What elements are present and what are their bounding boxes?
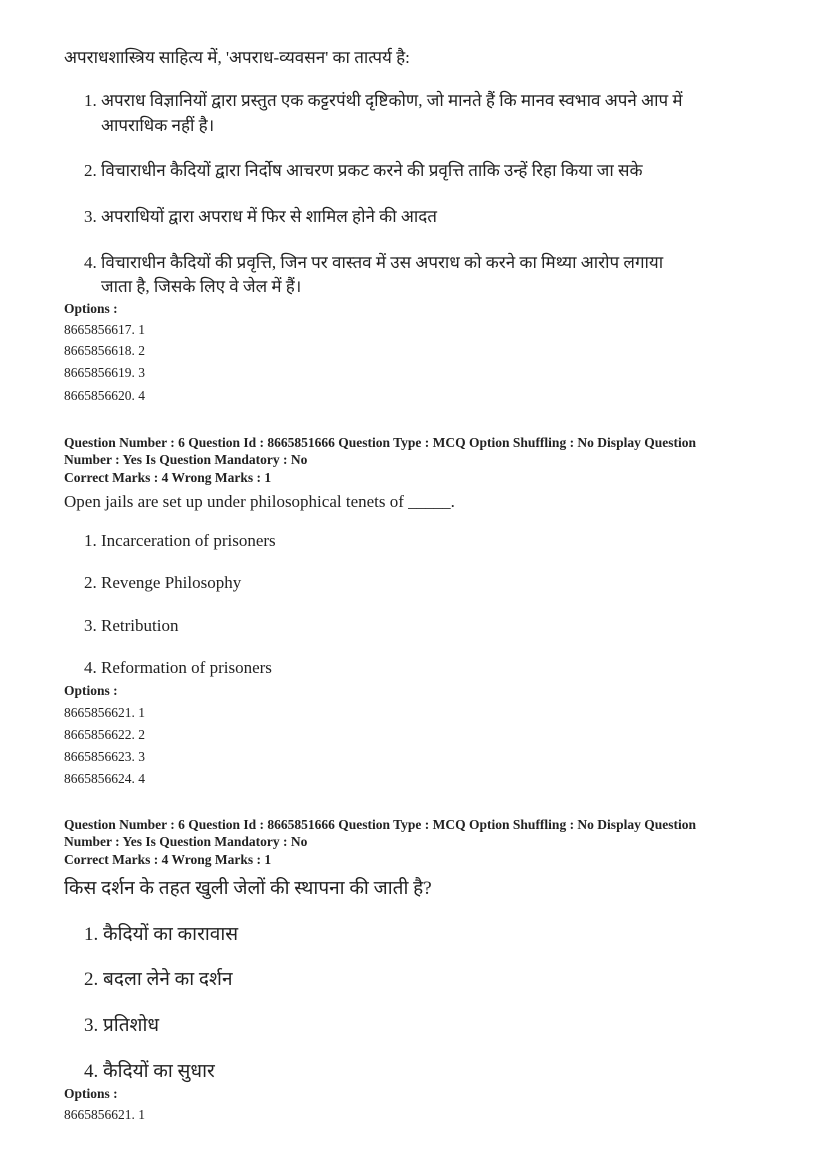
answer-item-1: 1. Incarceration of prisoners [84,531,276,550]
answer-item-1: 1. अपराध विज्ञानियों द्वारा प्रस्तुत एक कट्टरपंथी दृष्टिकोण, जो मानते हैं कि मानव स्वभाव अपने आप में [84,91,683,110]
answer-item-4: 4. Reformation of prisoners [84,658,272,677]
answer-item-3: 3. अपराधियों द्वारा अपराध में फिर से शामिल होने की आदत [84,207,437,226]
answer-item-2: 2. विचाराधीन कैदियों द्वारा निर्दोष आचरण प्रकट करने की प्रवृत्ति ताकि उन्हें रिहा किया जा सके [84,161,643,180]
option-id: 8665856620. 4 [64,388,145,403]
answer-item-4: 4. विचाराधीन कैदियों की प्रवृत्ति, जिन पर वास्तव में उस अपराध को करने का मिथ्या आरोप लगाया [84,253,664,272]
question-header: Question Number : 6 Question Id : 8665851666 Question Type : MCQ Option Shuffling : No Display Question [64,435,696,450]
options-label: Options : [64,683,118,698]
answer-item-2: 2. बदला लेने का दर्शन [84,969,233,990]
answer-item-1-cont: आपराधिक नहीं है। [101,116,215,135]
question-header: Question Number : 6 Question Id : 8665851666 Question Type : MCQ Option Shuffling : No Display Question [64,817,696,832]
answer-item-3: 3. प्रतिशोध [84,1015,160,1036]
answer-item-4: 4. कैदियों का सुधार [84,1061,215,1082]
question-text: किस दर्शन के तहत खुली जेलों की स्थापना की जाती है? [64,878,432,899]
answer-item-2: 2. Revenge Philosophy [84,573,242,592]
option-id: 8665856617. 1 [64,322,145,337]
option-id: 8665856624. 4 [64,771,145,786]
option-id: 8665856623. 3 [64,749,145,764]
question-text: अपराधशास्त्रिय साहित्य में, 'अपराध-व्यवसन' का तात्पर्य है: [64,48,410,67]
options-label: Options : [64,1086,118,1101]
answer-item-3: 3. Retribution [84,616,179,635]
option-id: 8665856619. 3 [64,365,145,380]
option-id: 8665856621. 1 [64,1107,145,1122]
options-label: Options : [64,301,118,316]
question-text: Open jails are set up under philosophical tenets of _____. [64,492,455,511]
answer-item-1: 1. कैदियों का कारावास [84,924,239,945]
marks-info: Correct Marks : 4 Wrong Marks : 1 [64,852,272,867]
option-id: 8665856621. 1 [64,705,145,720]
option-id: 8665856622. 2 [64,727,145,742]
question-header: Number : Yes Is Question Mandatory : No [64,834,308,849]
answer-item-4-cont: जाता है, जिसके लिए वे जेल में हैं। [101,277,302,296]
marks-info: Correct Marks : 4 Wrong Marks : 1 [64,470,272,485]
option-id: 8665856618. 2 [64,343,145,358]
question-header: Number : Yes Is Question Mandatory : No [64,452,308,467]
